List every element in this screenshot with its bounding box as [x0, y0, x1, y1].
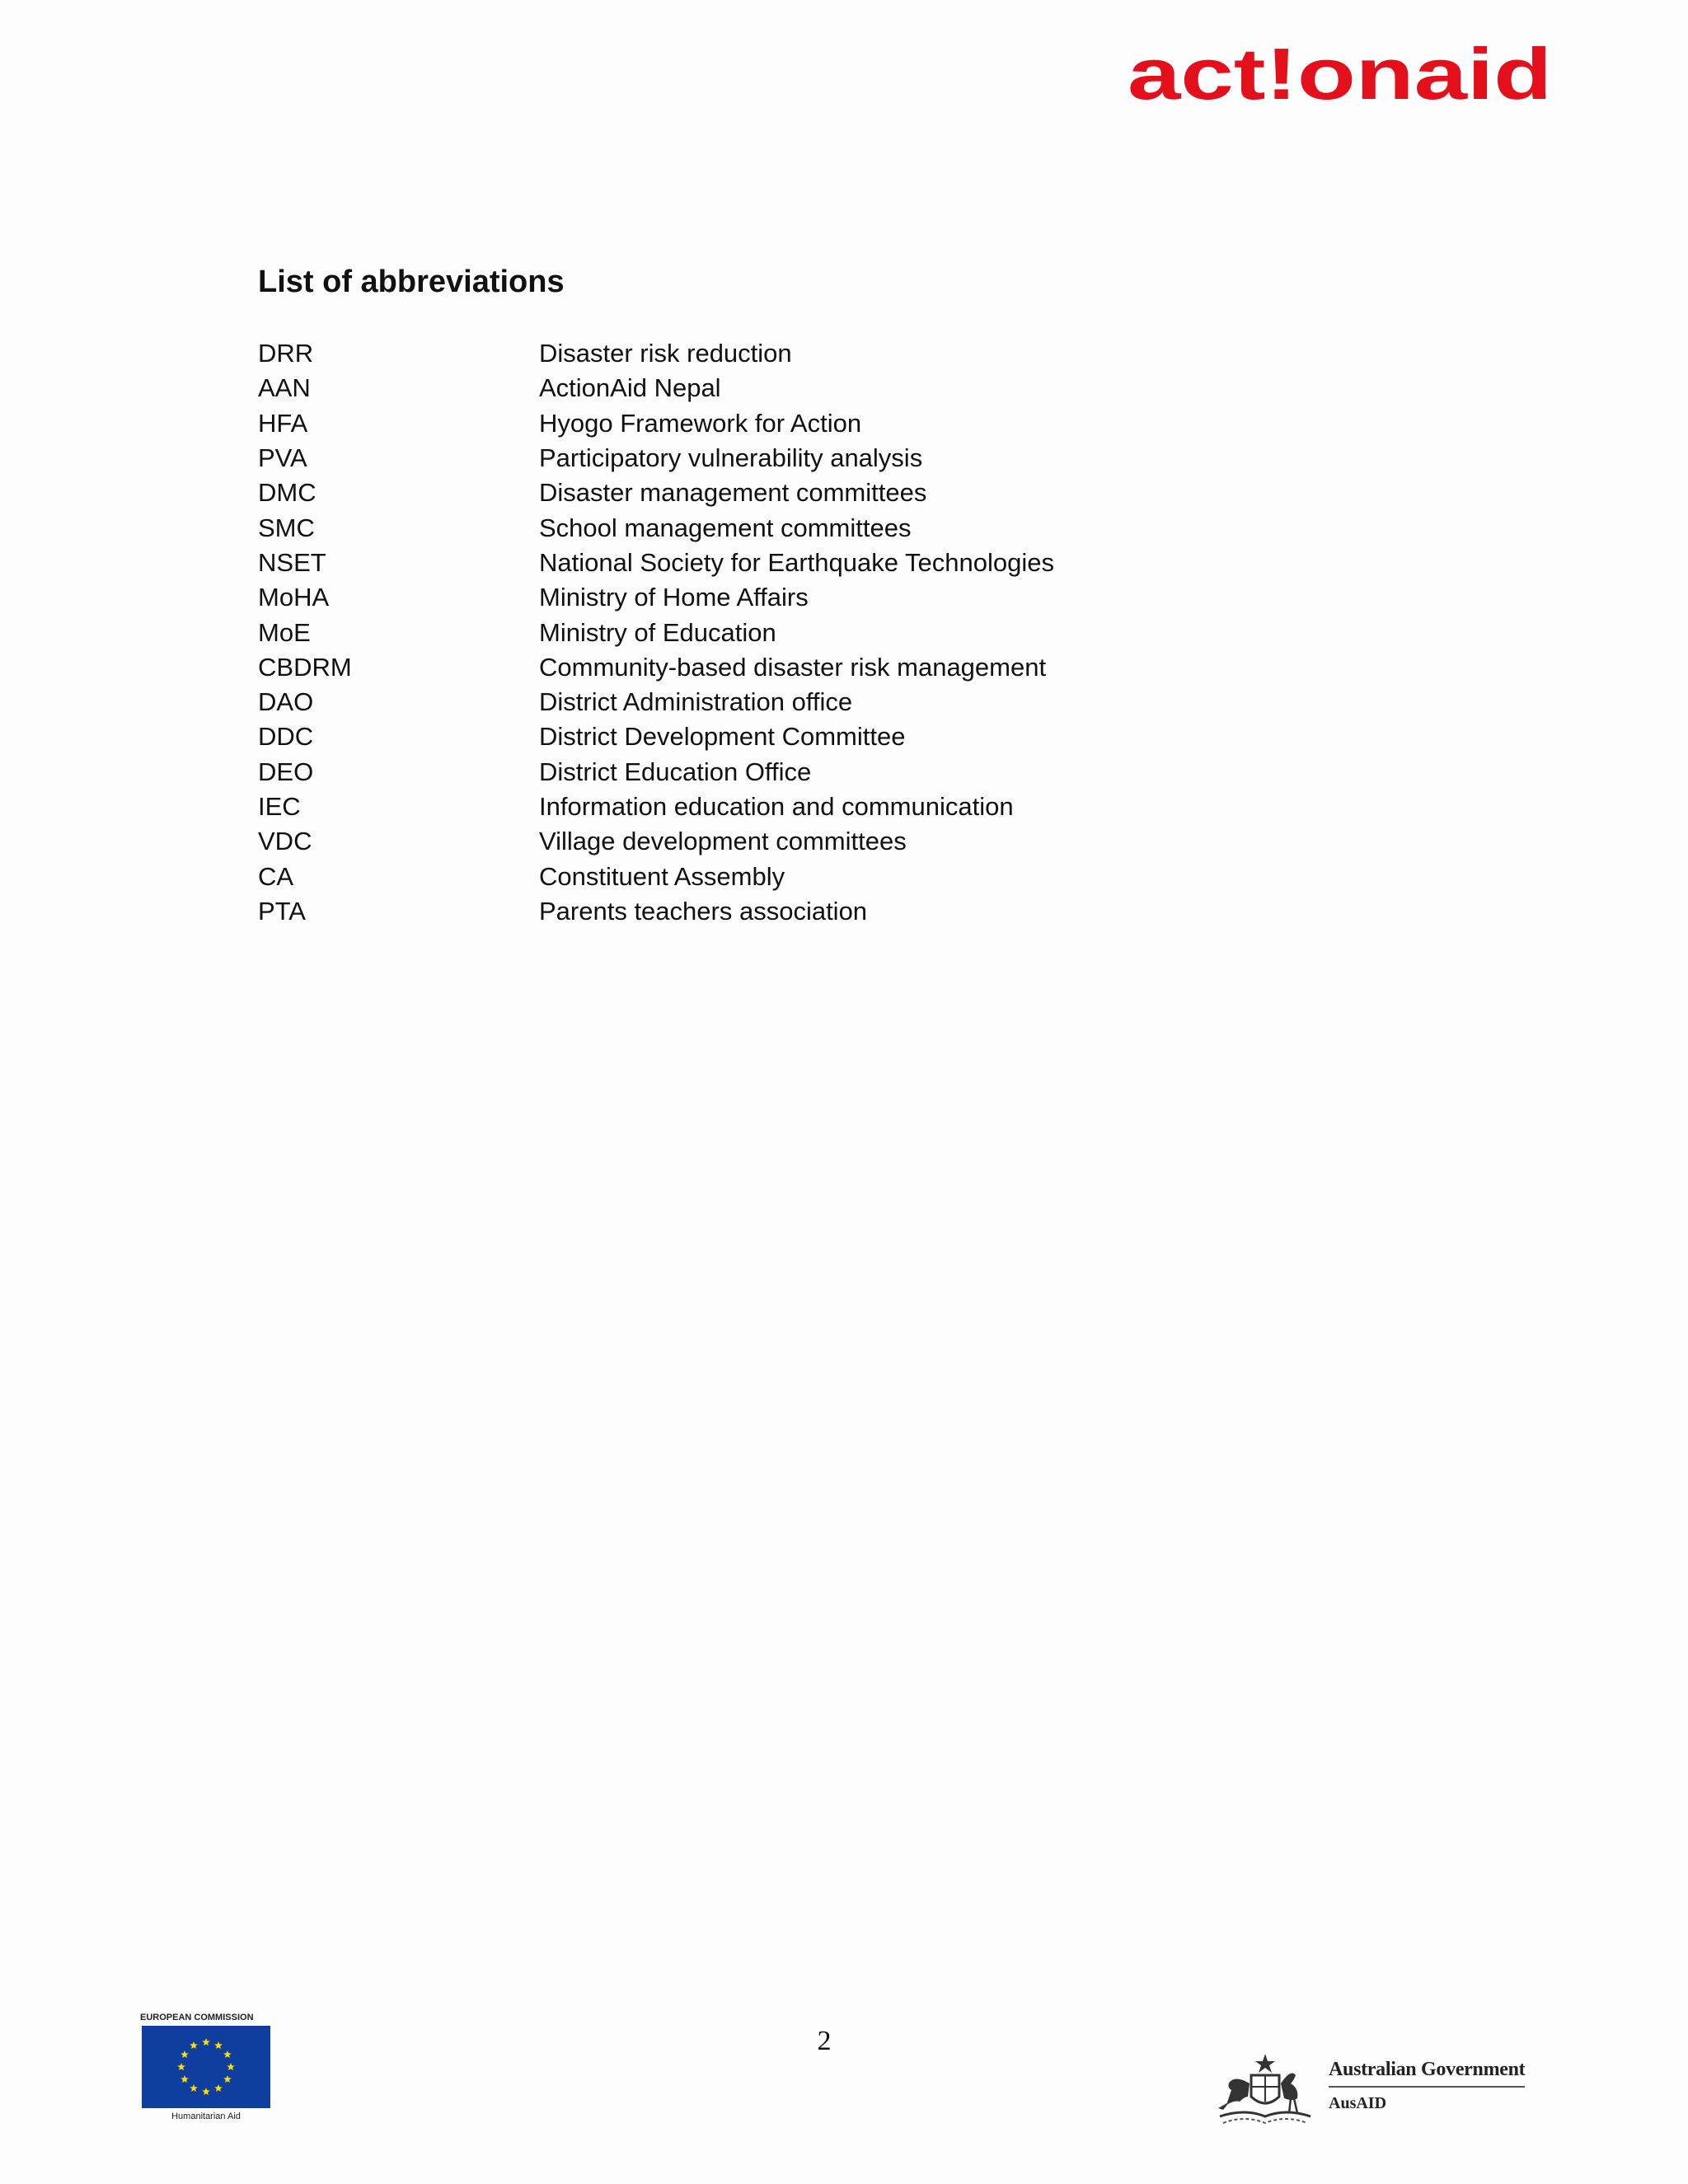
abbreviation-row — [258, 441, 1165, 476]
abbreviation-code: PTA — [258, 896, 306, 926]
abbreviation-definition: Disaster management committees — [539, 478, 927, 508]
ec-logo-bottom-text: Humanitarian Aid — [171, 2111, 241, 2121]
abbreviation-row — [258, 755, 1165, 790]
abbreviation-code: DRR — [258, 339, 314, 368]
abbreviation-code: DMC — [258, 478, 316, 508]
abbreviation-definition: National Society for Earthquake Technologies — [539, 547, 1054, 577]
abbreviation-row — [258, 336, 1165, 371]
abbreviation-definition: Constituent Assembly — [539, 861, 785, 891]
abbreviation-code: SMC — [258, 513, 315, 542]
abbreviation-row — [258, 371, 1165, 405]
abbreviation-code: HFA — [258, 408, 308, 438]
australian-government-text: Australian Government — [1329, 2059, 1525, 2088]
australian-government-logo — [1212, 2050, 1558, 2133]
abbreviation-code: CA — [258, 861, 294, 891]
eu-flag-icon — [142, 2026, 270, 2108]
abbreviation-code: MoE — [258, 617, 311, 647]
page-title: List of abbreviations — [258, 265, 565, 299]
abbreviation-definition: Ministry of Education — [539, 617, 776, 647]
abbreviation-definition: School management committees — [539, 513, 912, 542]
abbreviation-definition: Hyogo Framework for Action — [539, 408, 862, 438]
abbreviation-row — [258, 824, 1165, 859]
abbreviation-definition: Disaster risk reduction — [539, 339, 792, 368]
abbreviation-code: DEO — [258, 757, 314, 786]
ausaid-text: AusAID — [1329, 2094, 1387, 2112]
abbreviation-definition: Participatory vulnerability analysis — [539, 443, 923, 473]
abbreviation-definition: ActionAid Nepal — [539, 373, 721, 403]
abbreviation-definition: Information education and communication — [539, 792, 1014, 821]
abbreviation-definition: Ministry of Home Affairs — [539, 583, 809, 612]
abbreviation-definition: District Education Office — [539, 757, 812, 786]
abbreviation-row — [258, 894, 1165, 929]
abbreviation-code: VDC — [258, 827, 312, 856]
abbreviation-code: AAN — [258, 373, 311, 403]
abbreviation-row — [258, 650, 1165, 685]
abbreviation-definition: District Administration office — [539, 687, 853, 717]
abbreviation-row — [258, 406, 1165, 441]
abbreviation-definition: Parents teachers association — [539, 896, 868, 926]
abbreviation-row — [258, 546, 1165, 580]
abbreviation-row — [258, 476, 1165, 510]
ec-logo-top-text: EUROPEAN COMMISSION — [140, 2013, 254, 2022]
abbreviation-definition: Village development committees — [539, 827, 907, 856]
abbreviation-code: NSET — [258, 547, 326, 577]
abbreviation-definition: Community-based disaster risk management — [539, 652, 1047, 682]
abbreviation-row — [258, 685, 1165, 719]
abbreviation-code: DDC — [258, 722, 314, 752]
abbreviation-row — [258, 510, 1165, 545]
abbreviation-code: DAO — [258, 687, 314, 717]
abbreviation-code: PVA — [258, 443, 307, 473]
abbreviation-code: CBDRM — [258, 652, 352, 682]
abbreviation-list — [258, 336, 1165, 929]
abbreviation-row — [258, 859, 1165, 893]
page-number: 2 — [817, 2026, 832, 2056]
abbreviation-code: MoHA — [258, 583, 330, 612]
coat-of-arms-icon — [1212, 2050, 1319, 2133]
actionaid-logo — [1128, 43, 1556, 109]
actionaid-logo-text: act!onaid — [1128, 43, 1552, 109]
abbreviation-row — [258, 580, 1165, 615]
abbreviation-code: IEC — [258, 792, 301, 821]
abbreviation-definition: District Development Committee — [539, 722, 906, 752]
abbreviation-row — [258, 615, 1165, 649]
european-commission-logo — [140, 2013, 272, 2128]
abbreviation-row — [258, 719, 1165, 754]
abbreviation-row — [258, 790, 1165, 824]
